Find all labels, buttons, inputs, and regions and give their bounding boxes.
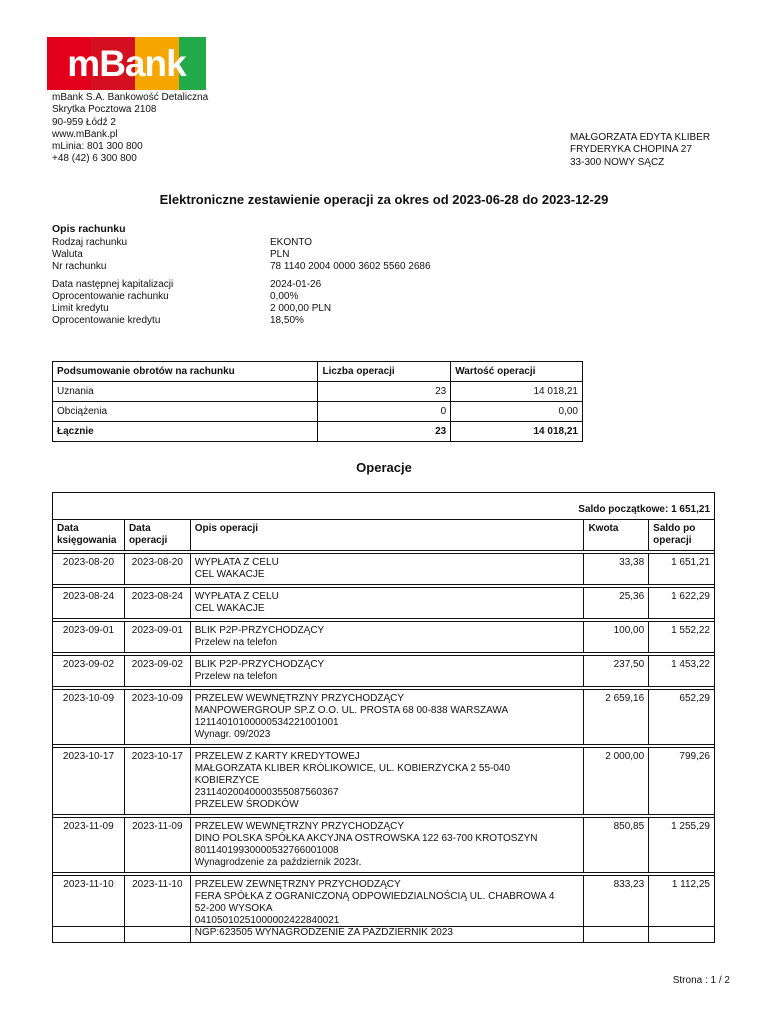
currency-value: PLN: [270, 249, 290, 260]
interest-value: 0,00%: [270, 291, 299, 302]
description-line: Wynagrodzenie za październik 2023r.: [194, 857, 362, 868]
balance-after: 1 255,29: [649, 818, 715, 873]
description-line: KOBIERZYCE: [194, 775, 260, 786]
description-line: WYPŁATA Z CELU: [194, 557, 279, 568]
operation-amount: 25,36: [584, 588, 649, 619]
header-text: Saldo po: [653, 523, 696, 534]
credit-limit-label: Limit kredytu: [52, 303, 109, 314]
summary-cell: Uznania: [53, 382, 318, 402]
operation-amount: 100,00: [584, 622, 649, 653]
logo-text: mBank: [67, 42, 186, 84]
summary-cell: 14 018,21: [451, 422, 583, 442]
bank-phone-line: +48 (42) 6 300 800: [52, 153, 137, 165]
description-line: PRZELEW ŚRODKÓW: [194, 799, 299, 810]
table-row: [53, 876, 715, 943]
operation-amount: 2 000,00: [584, 748, 649, 815]
summary-cell: 0,00: [451, 402, 583, 422]
table-row: [53, 818, 715, 873]
table-row: [53, 554, 715, 585]
bank-website-link[interactable]: www.mBank.pl: [52, 128, 118, 140]
summary-header: Liczba operacji: [318, 362, 451, 382]
description-line: WYPŁATA Z CELU: [194, 591, 279, 602]
summary-header: Wartość operacji: [451, 362, 583, 382]
account-type-label: Rodzaj rachunku: [52, 237, 128, 248]
credit-interest-label: Oprocentowanie kredytu: [52, 315, 161, 326]
table-row: [53, 588, 715, 619]
balance-after: 1 622,29: [649, 588, 715, 619]
description-line: PRZELEW WEWNĘTRZNY PRZYCHODZĄCY: [194, 821, 405, 832]
customer-street: FRYDERYKA CHOPINA 27: [570, 144, 692, 156]
operation-date: 2023-08-24: [124, 588, 190, 619]
booking-date: 2023-11-10: [53, 876, 125, 943]
summary-cell: 0: [318, 402, 451, 422]
description-line: CEL WAKACJE: [194, 569, 265, 580]
customer-name: MAŁGORZATA EDYTA KLIBER: [570, 132, 711, 143]
operation-date: 2023-11-09: [124, 818, 190, 873]
description-line: BLIK P2P-PRZYCHODZĄCY: [194, 625, 325, 636]
booking-date: 2023-10-09: [53, 690, 125, 745]
statement-title: Elektroniczne zestawienie operacji za okres od 2023-06-28 do 2023-12-29: [159, 192, 609, 207]
operation-description: [190, 554, 584, 585]
operation-description: [190, 818, 584, 873]
summary-cell: Łącznie: [53, 422, 318, 442]
description-line: PRZELEW Z KARTY KREDYTOWEJ: [194, 751, 360, 762]
header-balance: [649, 520, 715, 551]
header-description: Opis operacji: [190, 520, 584, 551]
header-booking-date: [53, 520, 125, 551]
balance-after: 1 651,21: [649, 554, 715, 585]
bank-address-line: 90-959 Łódź 2: [52, 116, 116, 128]
description-line: 80114019930000532766001008: [194, 845, 339, 856]
opening-balance: Saldo początkowe: 1 651,21: [578, 504, 710, 515]
operations-body: [53, 551, 715, 943]
operation-date: 2023-08-20: [124, 554, 190, 585]
description-line: CEL WAKACJE: [194, 603, 265, 614]
operation-description: [190, 876, 584, 943]
operation-date: 2023-10-17: [124, 748, 190, 815]
operation-amount: 833,23: [584, 876, 649, 943]
header-amount: Kwota: [584, 520, 649, 551]
summary-cell: 14 018,21: [451, 382, 583, 402]
summary-row-credits: [53, 382, 583, 402]
account-number-label: Nr rachunku: [52, 261, 107, 272]
description-line: MANPOWERGROUP SP.Z O.O. UL. PROSTA 68 00-838 WARSZAWA: [194, 705, 509, 716]
currency-label: Waluta: [52, 249, 83, 260]
table-row: [53, 656, 715, 687]
operations-title: Operacje: [356, 460, 412, 475]
balance-after: 1 112,25: [649, 876, 715, 943]
description-line: FERA SPÓŁKA Z OGRANICZONĄ ODPOWIEDZIALNOŚCIĄ UL. CHABROWA 4: [194, 891, 555, 902]
description-line: Przelew na telefon: [194, 671, 278, 682]
operation-date: 2023-09-01: [124, 622, 190, 653]
description-line: 52-200 WYSOKA: [194, 903, 273, 914]
balance-after: 1 453,22: [649, 656, 715, 687]
header-text: operacji: [653, 535, 692, 546]
balance-after: 1 552,22: [649, 622, 715, 653]
operation-amount: 237,50: [584, 656, 649, 687]
summary-row-total: [53, 422, 583, 442]
credit-interest-value: 18,50%: [270, 315, 304, 326]
booking-date: 2023-11-09: [53, 818, 125, 873]
bank-phone-line: mLinia: 801 300 800: [52, 141, 143, 153]
description-line: MAŁGORZATA KLIBER KRÓLIKOWICE, UL. KOBIERZYCKA 2 55-040: [194, 763, 511, 774]
operations-header-row: [53, 520, 715, 551]
booking-date: 2023-10-17: [53, 748, 125, 815]
interest-label: Oprocentowanie rachunku: [52, 291, 169, 302]
account-heading: Opis rachunku: [52, 223, 126, 235]
capitalization-label: Data następnej kapitalizacji: [52, 279, 174, 290]
operation-description: [190, 588, 584, 619]
bank-address-line: Skrytka Pocztowa 2108: [52, 104, 157, 116]
summary-table: [52, 361, 583, 442]
operation-amount: 33,38: [584, 554, 649, 585]
balance-after: 652,29: [649, 690, 715, 745]
operation-description: [190, 748, 584, 815]
description-line: Wynagr. 09/2023: [194, 729, 271, 740]
operation-date: 2023-11-10: [124, 876, 190, 943]
description-line: BLIK P2P-PRZYCHODZĄCY: [194, 659, 325, 670]
booking-date: 2023-09-01: [53, 622, 125, 653]
operation-amount: 850,85: [584, 818, 649, 873]
customer-address: [570, 132, 710, 169]
description-line: 12114010100000534221001001: [194, 717, 339, 728]
booking-date: 2023-08-20: [53, 554, 125, 585]
booking-date: 2023-09-02: [53, 656, 125, 687]
operation-amount: 2 659,16: [584, 690, 649, 745]
operation-description: [190, 690, 584, 745]
capitalization-value: 2024-01-26: [270, 279, 322, 290]
summary-row-debits: [53, 402, 583, 422]
balance-after: 799,26: [649, 748, 715, 815]
account-number-value: 78 1140 2004 0000 3602 5560 2686: [270, 261, 431, 272]
summary-cell: Obciążenia: [53, 402, 318, 422]
summary-cell: 23: [318, 422, 451, 442]
description-line: PRZELEW ZEWNĘTRZNY PRZYCHODZĄCY: [194, 879, 401, 890]
header-text: Data: [128, 523, 151, 534]
customer-city: 33-300 NOWY SĄCZ: [570, 156, 665, 168]
bank-address: [52, 92, 208, 166]
description-line: PRZELEW WEWNĘTRZNY PRZYCHODZĄCY: [194, 693, 405, 704]
operation-description: [190, 622, 584, 653]
description-line: 23114020040000355087560367: [194, 787, 339, 798]
credit-limit-value: 2 000,00 PLN: [270, 303, 332, 314]
description-line: 04105010251000002422840021: [194, 915, 340, 926]
operations-table: [52, 519, 715, 943]
table-row: [53, 748, 715, 815]
table-row: [53, 690, 715, 745]
header-text: operacji: [128, 535, 168, 546]
operation-date: 2023-10-09: [124, 690, 190, 745]
summary-header: Podsumowanie obrotów na rachunku: [53, 362, 318, 382]
booking-date: 2023-08-24: [53, 588, 125, 619]
operation-description: [190, 656, 584, 687]
header-text: księgowania: [57, 535, 117, 546]
operation-date: 2023-09-02: [124, 656, 190, 687]
description-line: DINO POLSKA SPÓŁKA AKCYJNA OSTROWSKA 122 63-700 KROTOSZYN: [194, 833, 538, 844]
header-operation-date: [124, 520, 190, 551]
description-line: NGP:623505 WYNAGRODZENIE ZA PAŹDZIERNIK 2023: [194, 927, 453, 938]
summary-header-row: [53, 362, 583, 382]
header-text: Data: [57, 523, 79, 534]
table-row: [53, 622, 715, 653]
page-number: Strona : 1 / 2: [672, 975, 730, 986]
mbank-logo: [47, 37, 206, 90]
account-type-value: EKONTO: [270, 237, 313, 248]
summary-cell: 23: [318, 382, 451, 402]
bank-address-line: mBank S.A. Bankowość Detaliczna: [52, 92, 209, 103]
description-line: Przelew na telefon: [194, 637, 278, 648]
